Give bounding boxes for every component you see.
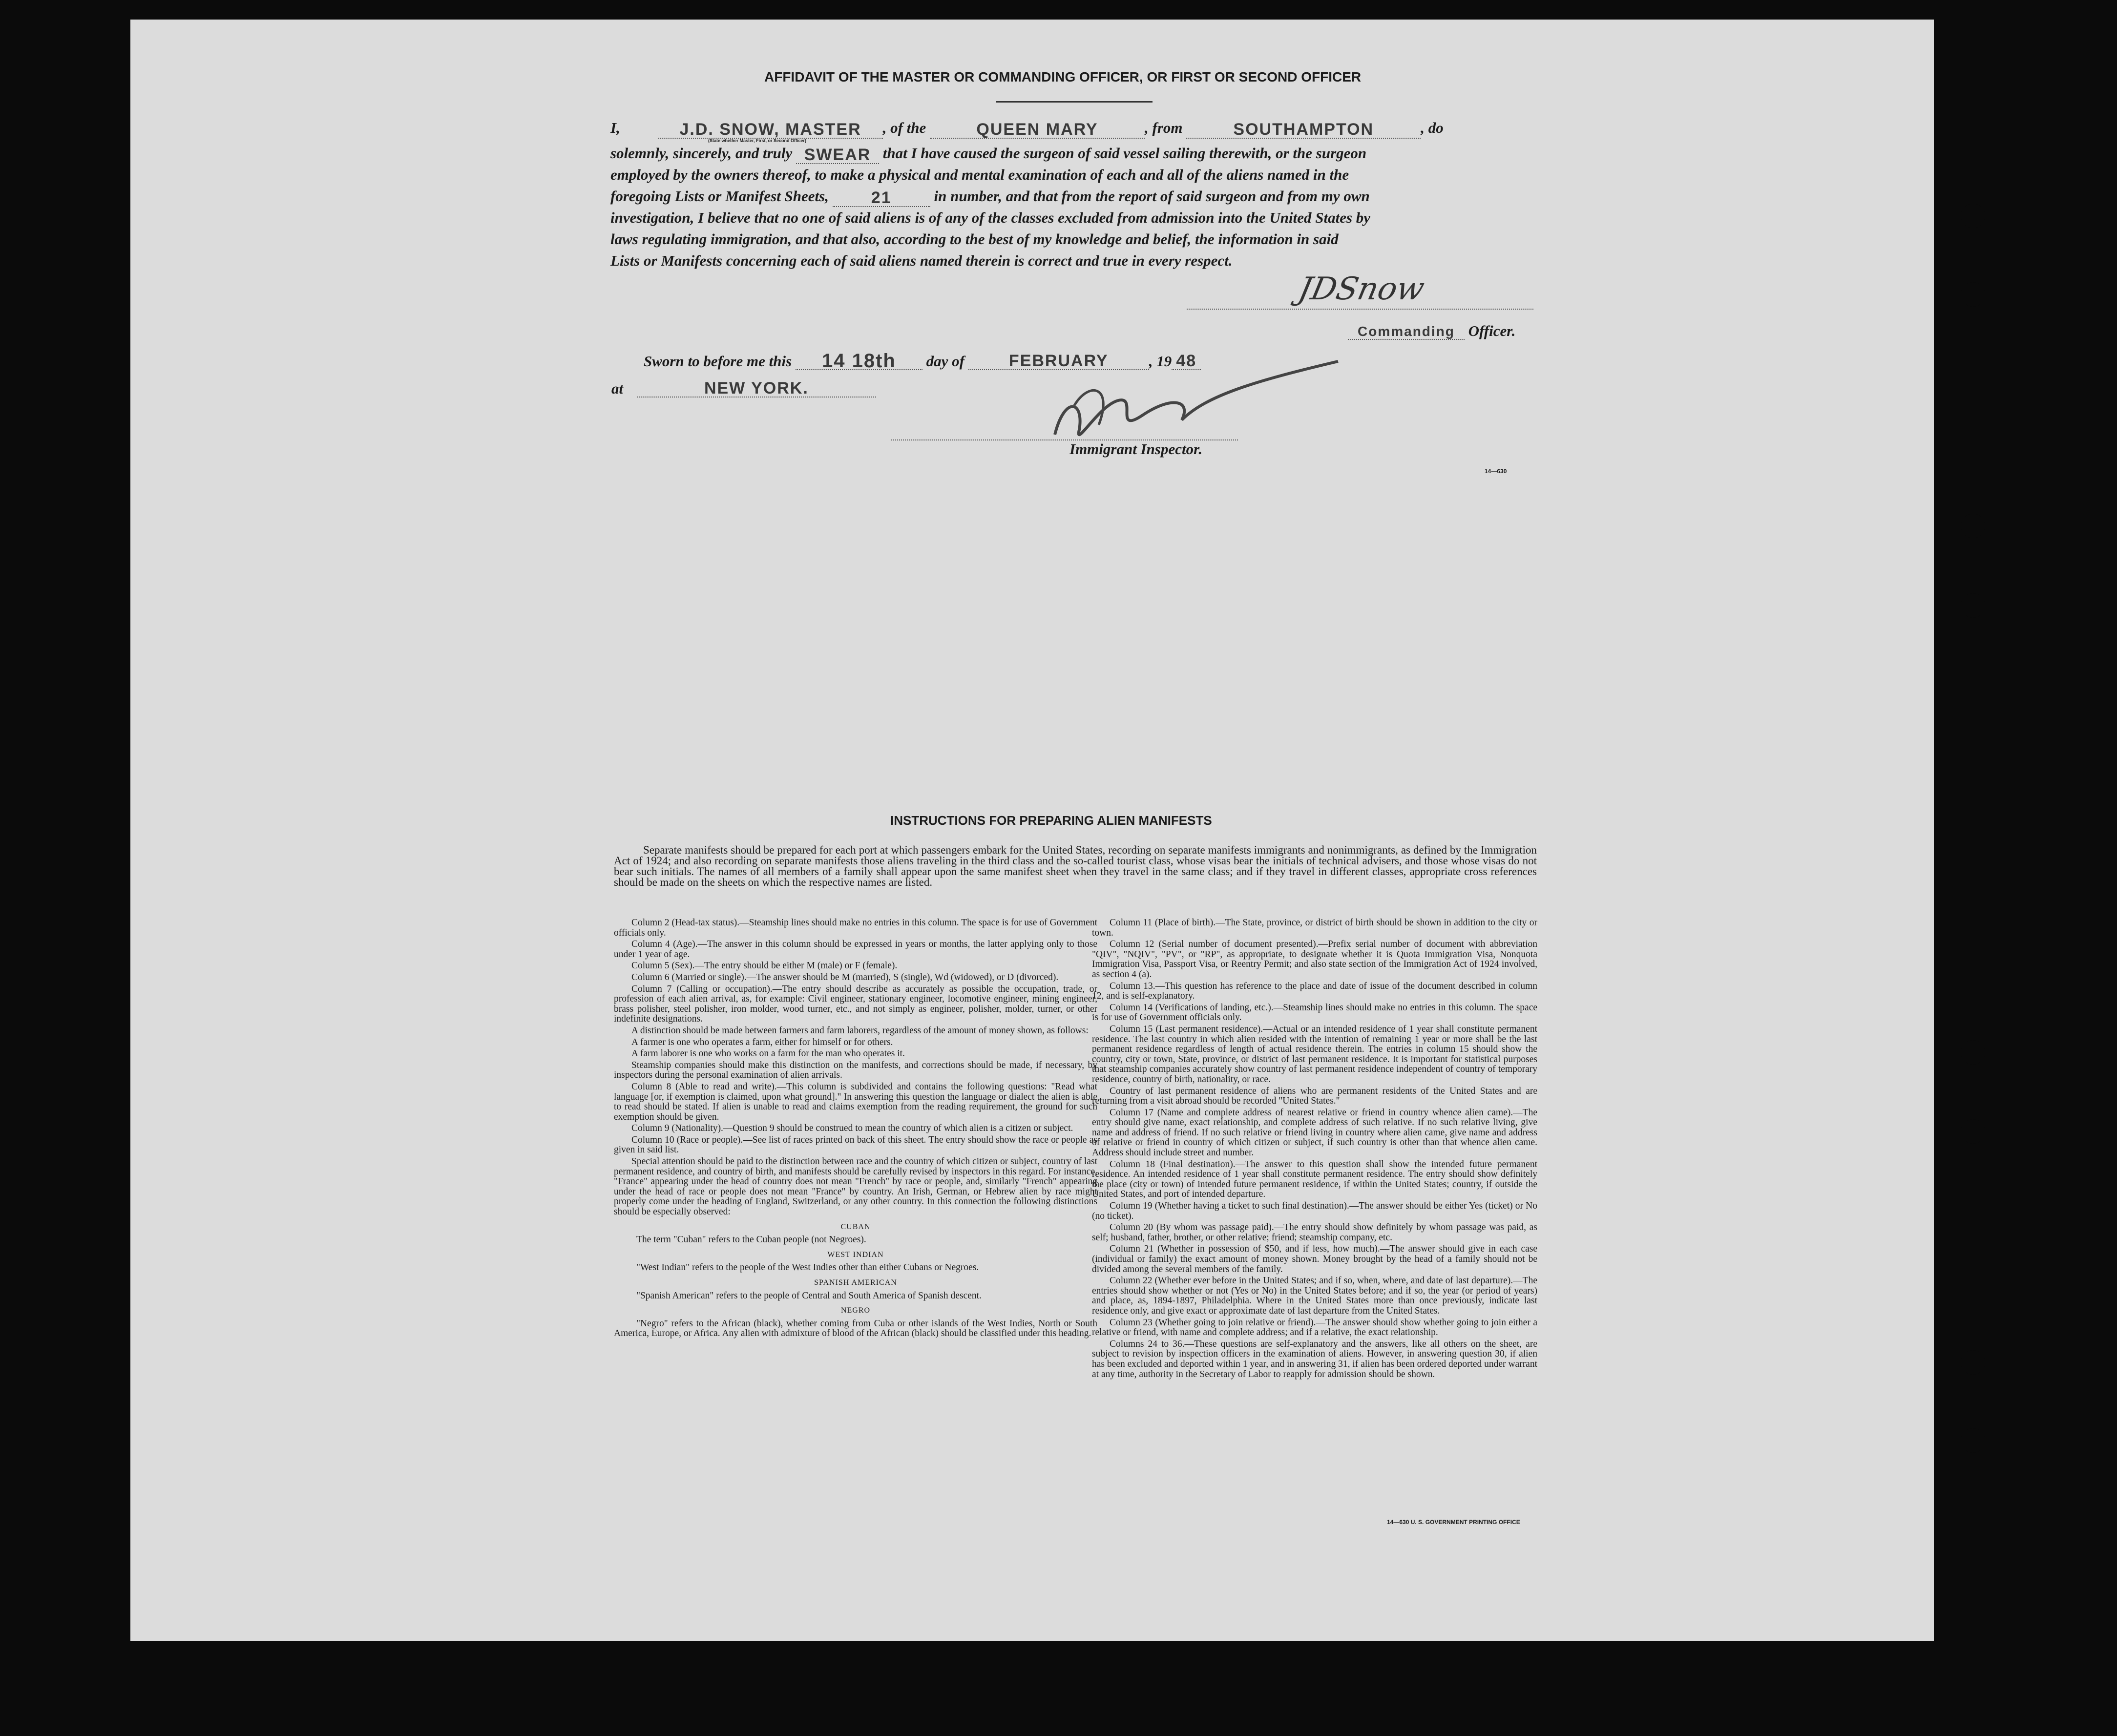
month-field: FEBRUARY — [968, 353, 1149, 370]
name-field: J.D. SNOW, MASTER — [658, 121, 883, 139]
of-the-label: , of the — [882, 119, 926, 136]
i-label: I, — [610, 119, 620, 136]
officer-label: Officer. — [1468, 322, 1516, 339]
left-paragraph: Column 6 (Married or single).—The answer should be M (married), S (single), Wd (widowed), or D (divorced). — [631, 972, 1059, 983]
right-paragraph: Column 21 (Whether in possession of $50, and if less, how much).—The answer should give in each case (individual or family) the exact amount of money shown. Money brought by the head of a family should not be divided among the several members of the family. — [1092, 1244, 1537, 1275]
signature-line — [1187, 309, 1533, 310]
affidavit-line-6: laws regulating immigration, and that also, according to the best of my knowledge and belief, the information in said — [610, 230, 1339, 248]
right-paragraph: Column 19 (Whether having a ticket to such final destination).—The answer should be either Yes (ticket) or No (no ticket). — [1092, 1201, 1537, 1221]
punch-hole — [1961, 1119, 1985, 1144]
west-indian-text: "West Indian" refers to the people of the West Indies other than either Cubans or Negroes. — [636, 1262, 979, 1273]
punch-hole — [1961, 282, 1985, 307]
port-field: SOUTHAMPTON — [1186, 121, 1421, 139]
affidavit-line-5: investigation, I believe that no one of said aliens is of any of the classes excluded from admission into the United States by — [610, 209, 1371, 226]
affidavit-text-1: that I have caused the surgeon of said vessel sailing therewith, or the surgeon — [882, 145, 1367, 162]
solemnly-label: solemnly, sincerely, and truly — [610, 145, 793, 162]
left-paragraph: Column 4 (Age).—The answer in this column should be expressed in years or months, the latter applying only to those under 1 year of age. — [614, 939, 1097, 960]
spanish-american-heading: SPANISH AMERICAN — [814, 1278, 897, 1287]
sworn-label: Sworn to before me this — [644, 353, 792, 370]
punch-hole — [1961, 1350, 1985, 1375]
affidavit-title: AFFIDAVIT OF THE MASTER OR COMMANDING OFFICER, OR FIRST OR SECOND OFFICER — [764, 69, 1362, 84]
master-signature: JDSnow — [1295, 271, 1428, 307]
affidavit-text-4: in number, and that from the report of said surgeon and from my own — [934, 188, 1370, 205]
at-line — [611, 380, 876, 397]
right-paragraph: Column 11 (Place of birth).—The State, province, or district of birth should be shown in addition to the city or town. — [1092, 918, 1537, 938]
day-of-label: day of — [926, 353, 964, 370]
do-label: , do — [1421, 119, 1444, 136]
inspector-signature — [1045, 352, 1348, 449]
punch-hole — [1961, 204, 1985, 228]
affidavit-line-1 — [610, 117, 1538, 139]
right-paragraph: Column 20 (By whom was passage paid).—The entry should show definitely by whom passage was paid, as self; husband, father, brother, or other relative; friend; steamship company, etc. — [1092, 1222, 1537, 1243]
negro-heading: NEGRO — [840, 1306, 871, 1315]
instructions-intro — [614, 845, 1537, 888]
right-paragraph: Columns 24 to 36.—These questions are self-explanatory and the answers, like all others on the sheet, are subject to revision by inspection officers in the examination of aliens. However, in answering question 30, if alien has been excluded and deported within 1 year, and in answering 31, if alien has been ordered deported under warrant at any time, authority in the Secretary of Labor to reapply for admission should be shown. — [1092, 1339, 1537, 1380]
right-paragraph: Column 12 (Serial number of document presented).—Prefix serial number of document with abbreviation "QIV", "NQIV", "PV", or "RP", as appropriate, to designate whether it is Quota Immigration Visa, Nonquota Immigration Visa, Passport Visa, or Reentry Permit; and also state section of the Immigration Act of 1924 involved, as section 4 (a). — [1092, 939, 1537, 980]
right-paragraph: Column 23 (Whether going to join relative or friend).—The answer should show whether going to join either a relative or friend, with name and complete address; and if a relative, the exact relationship. — [1092, 1317, 1537, 1338]
title-rule — [996, 101, 1153, 103]
right-paragraph: Column 14 (Verifications of landing, etc.).—Steamship lines should make no entries in this column. The space is for use of Government officials only. — [1092, 1002, 1537, 1023]
form-number: 14—630 — [1485, 468, 1507, 475]
right-paragraph: Column 17 (Name and complete address of nearest relative or friend in country whence alien came).—The entry should give name, exact relationship, and complete address of such relative. If no such relative living, give name and address of friend. If no such relative or friend living in country where alien came, give name and address of relative or friend in country of which citizen or subject, if such country is other than that whence alien came. Address should include street and number. — [1092, 1107, 1537, 1158]
intro-paragraph: Separate manifests should be prepared for each port at which passengers embark for the United States, recording on separate manifests immigrants and nonimmigrants, as defined by the Immigration Act of 1924; and also recording on separate manifests those aliens traveling in the third class and the so-called tourist class, whose visas bear the initials of technical advisers, and those whose visas do not bear such initials. The names of all members of a family shall appear upon the same manifest sheet when they travel in the same class; and if they travel in different classes, appropriate cross references should be made on the sheets on which the respective names are listed. — [614, 844, 1537, 888]
rank-note: (State whether Master, First, or Second Officer) — [708, 138, 807, 143]
affidavit-line-7: Lists or Manifests concerning each of said aliens named therein is correct and true in every respect. — [610, 252, 1233, 269]
right-paragraph: Column 22 (Whether ever before in the United States; and if so, when, where, and date of last departure).—The entries should show whether or not (Yes or No) in the United States before; and if so, the year (or period of years) and place, as, 1894-1897, Philadelphia. Where in the United States more than once previously, indicate last residence only, and give exact or approximate date of last departure from the United States. — [1092, 1276, 1537, 1316]
swear-field: SWEAR — [796, 146, 879, 164]
punch-hole — [1961, 1040, 1985, 1065]
right-paragraph: Column 15 (Last permanent residence).—Actual or an intended residence of 1 year shall constitute permanent residence. The last country in which alien resided with the intention of remaining 1 year or more shall be the last permanent residence regardless of length of actual residence therein. The entries in column 15 should show the country, city or town, State, province, or district of last permanent residence. It is important for statistical purposes that steamship companies accurately show country of last permanent residence independent of country of temporary residence, country of birth, nationality, or race. — [1092, 1024, 1537, 1085]
instructions-right-column — [1092, 918, 1537, 1381]
right-paragraph: Country of last permanent residence of aliens who are permanent residents of the United States and are returning from a visit abroad should be recorded "United States." — [1092, 1086, 1537, 1107]
left-paragraph: Column 5 (Sex).—The entry should be either M (male) or F (female). — [631, 961, 898, 971]
instructions-left-column — [614, 918, 1097, 1340]
affidavit-line-3: employed by the owners thereof, to make a physical and mental examination of each and all of the aliens named in the — [610, 166, 1349, 183]
right-paragraph: Column 13.—This question has reference to the place and date of issue of the document described in column 12, and is self-explanatory. — [1092, 981, 1537, 1002]
spanish-american-text: "Spanish American" refers to the people of Central and South America of Spanish descent. — [636, 1290, 982, 1301]
inspector-label: Immigrant Inspector. — [1069, 440, 1203, 458]
day-field: 14 18th — [796, 353, 922, 370]
punch-hole — [1961, 1428, 1985, 1453]
left-paragraph: Column 8 (Able to read and write).—This column is subdivided and contains the following questions: "Read what language [or, if exemption is claimed, upon what ground]." In answering this question the language or dialect the alien is able to read should be stated. If alien is unable to read and claims exemption from the reading requirement, the ground for such exemption should be given. — [614, 1081, 1097, 1122]
affidavit-line-2 — [610, 143, 1366, 164]
punch-hole — [1961, 514, 1985, 538]
left-paragraph: Column 10 (Race or people).—See list of races printed on back of this sheet. The entry should show the race or people as given in said list. — [614, 1134, 1097, 1155]
year-field: 48 — [1172, 353, 1201, 370]
cuban-heading: CUBAN — [840, 1222, 871, 1231]
affidavit-line-4 — [610, 186, 1370, 207]
left-paragraph: Column 7 (Calling or occupation).—The entry should describe as accurately as possible the occupation, trade, or profession of each alien arrival, as, for example: Civil engineer, stationary engineer, locomotive engineer, mining engineer, brass polisher, steel polisher, iron molder, wood turner, etc., and not simply as engineer, polisher, molder, turner, or other indefinite designations. — [614, 983, 1097, 1025]
left-paragraph: Steamship companies should make this distinction on the manifests, and corrections should be made, if necessary, by inspectors during the personal examination of alien arrivals. — [614, 1060, 1097, 1081]
year-prefix: , 19 — [1149, 353, 1172, 370]
cuban-text: The term "Cuban" refers to the Cuban people (not Negroes). — [636, 1234, 866, 1245]
left-paragraph: Column 2 (Head-tax status).—Steamship lines should make no entries in this column. The space is for use of Government officials only. — [614, 918, 1097, 938]
officer-rank-field: Commanding — [1348, 324, 1465, 340]
vessel-field: QUEEN MARY — [930, 121, 1145, 139]
officer-line — [1348, 322, 1515, 340]
west-indian-heading: WEST INDIAN — [827, 1250, 884, 1259]
place-field: NEW YORK. — [637, 380, 876, 397]
at-label: at — [611, 380, 624, 397]
left-paragraph: Special attention should be paid to the distinction between race and the country of which citizen or subject, country of last permanent residence, and country of birth, and manifests should be carefully revised by inspectors in this regard. For instance, "France" appearing under the head of country does not mean "French" by race or people, and, similarly "French" appearing under the head of race or people does not mean "France" by country. An Irish, German, or Hebrew alien by race might properly come under the heading of England, Switzerland, or any other country. In this connection the following distinctions should be especially observed: — [614, 1156, 1097, 1217]
affidavit-text-3: foregoing Lists or Manifest Sheets, — [610, 188, 829, 205]
negro-text: "Negro" refers to the African (black), whether coming from Cuba or other islands of the West Indies, North or South America, Europe, or Africa. Any alien with admixture of blood of the African (black) should be classified under this heading. — [614, 1318, 1097, 1339]
printing-office-footer: 14—630 U. S. GOVERNMENT PRINTING OFFICE — [1387, 1519, 1520, 1526]
instructions-title: INSTRUCTIONS FOR PREPARING ALIEN MANIFESTS — [890, 813, 1212, 828]
punch-hole — [1961, 593, 1985, 618]
sheets-count-field: 21 — [833, 189, 930, 207]
left-paragraph: A farm laborer is one who works on a farm for the man who operates it. — [631, 1048, 905, 1059]
left-paragraph: Column 9 (Nationality).—Question 9 should be construed to mean the country of which alien is a citizen or subject. — [631, 1123, 1073, 1134]
from-label: , from — [1145, 119, 1183, 136]
right-paragraph: Column 18 (Final destination).—The answer to this question shall show the intended future permanent residence. An intended residence of 1 year shall constitute permanent residence. The entry should show definitely the place (city or town) of intended future permanent residence, if within the United States; country, if outside the United States, and port of intended departure. — [1092, 1159, 1537, 1200]
left-paragraph: A farmer is one who operates a farm, either for himself or for others. — [631, 1037, 893, 1047]
left-paragraph: A distinction should be made between farmers and farm laborers, regardless of the amount of money shown, as follows: — [631, 1025, 1089, 1036]
